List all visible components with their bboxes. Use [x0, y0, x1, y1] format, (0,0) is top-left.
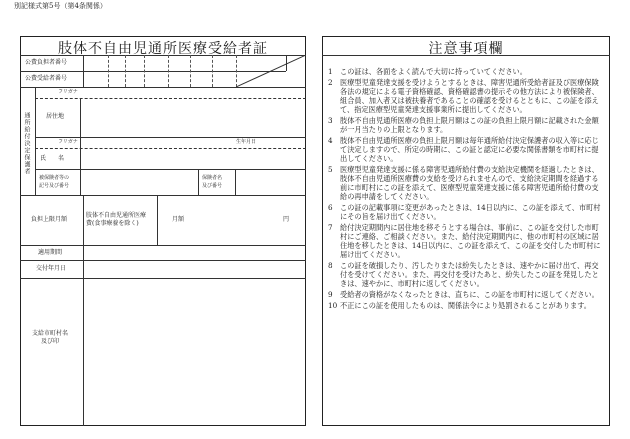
note-item	[328, 301, 604, 310]
fee-label-line1: 肢体不自由児通所医療	[86, 212, 147, 219]
divider	[83, 245, 84, 426]
name-label: 氏 名	[40, 155, 65, 162]
divider	[235, 169, 236, 195]
note-text: 肢体不自由児通所医療の負担上限月額は毎年通所給付決定保護者の収入等に応じて決定しますので、所定の時期に、この証と認定に必要な関係書類を市町村に提出してください。	[340, 136, 599, 163]
insured-symbol-number-label	[39, 174, 69, 190]
burden-limit-label: 負担上限月額	[31, 216, 68, 223]
form-number-note: 別記様式第5号（第4条関係）	[14, 2, 107, 10]
note-number: 3	[328, 116, 333, 125]
municipality-label-line1: 支給市町村名	[32, 330, 69, 337]
medical-fee-label	[86, 212, 146, 228]
notes-title: 注意事項欄	[428, 41, 504, 57]
notes-list	[328, 67, 604, 312]
yen-label: 円	[283, 216, 290, 223]
municipality-seal-label	[32, 330, 68, 346]
digit-separator	[125, 55, 126, 87]
note-item	[328, 203, 604, 221]
note-item	[328, 290, 604, 299]
note-number: 5	[328, 165, 333, 174]
divider	[20, 278, 306, 279]
note-text: 受給者の資格がなくなったときは、直ちに、この証を市町村に返してください。	[340, 290, 599, 299]
note-text: この証は、各面をよく読んで大切に持っていてください。	[340, 67, 527, 76]
divider	[20, 245, 306, 246]
divider	[198, 169, 199, 195]
note-item	[328, 261, 604, 288]
note-item	[328, 116, 604, 134]
insured-label-line1: 被保険者等の	[39, 175, 70, 181]
note-text: 医療型児童発達支援を受けようとするときは、障害児通所受給者証及び医療保険各法の規定による電子資格確認、資格確認書の提示その他方法により被保険者、組合員、加入者又は被扶養者であることの確認を受けるとともに、この証を添えて、指定医療型児童発達支援事業所に提出してください。	[340, 78, 599, 114]
note-text: 肢体不自由児通所医療の負担上限月額はこの証の負担上限月額に記載された金額が一月当たりの上限となります。	[340, 116, 599, 134]
fee-label-line2: 費(食事療養を除く)	[86, 220, 139, 227]
note-number: 1	[328, 67, 333, 76]
digit-separator	[190, 55, 191, 87]
issue-date-label: 交付年月日	[36, 265, 67, 272]
note-item	[328, 223, 604, 259]
digit-separator	[212, 55, 213, 87]
divider	[322, 55, 610, 56]
divider	[83, 55, 84, 87]
divider	[20, 87, 306, 88]
divider	[83, 195, 84, 245]
note-number: 8	[328, 261, 333, 270]
divider	[20, 195, 306, 196]
certificate-title: 肢体不自由児通所医療受給者証	[58, 41, 268, 57]
note-number: 2	[328, 78, 333, 87]
monthly-amount-label: 月額	[172, 216, 185, 223]
digit-separator	[144, 55, 145, 87]
note-number: 10	[328, 301, 338, 310]
insured-label-line2: 記号及び番号	[39, 183, 70, 189]
note-item	[328, 67, 604, 76]
date-of-birth-label: 生年月日	[236, 139, 257, 145]
guardian-side-label: 通所給付決定保護者	[23, 112, 30, 175]
note-text: 不正にこの証を使用したものは、関係法令により処罰されることがあります。	[340, 301, 591, 310]
note-text: 医療型児童発達支援に係る障害児通所給付費の支給決定機関を経過したときは、肢体不自由児通所医療費の支給を受けられませんので、支給決定期間を経過する前に市町村にこの証を添えて、医療型児童発達支援に係る障害児通所給付費の支給の再申請をしてください。	[340, 165, 599, 201]
insurer-name-number-label	[202, 174, 222, 190]
note-item	[328, 165, 604, 201]
digit-separator	[168, 55, 169, 87]
address-label: 居住地	[46, 113, 65, 120]
public-payer-number-label: 公費負担者番号	[25, 59, 68, 66]
note-number: 4	[328, 136, 333, 145]
divider	[35, 87, 36, 195]
furigana-label: フリガナ	[58, 89, 78, 95]
insurer-label-line1: 保険者名	[202, 175, 223, 181]
applicable-period-label: 適用期間	[38, 249, 63, 256]
note-text: この証の記載事項に変更があったときは、14日以内に、この証を添えて、市町村にその旨を届け出てください。	[340, 203, 601, 221]
municipality-label-line2: 及び印	[41, 338, 60, 345]
note-item	[328, 136, 604, 163]
divider	[35, 169, 306, 170]
note-number: 7	[328, 223, 333, 232]
strike-line	[236, 55, 306, 87]
insurer-label-line2: 及び番号	[202, 183, 223, 189]
divider	[35, 148, 306, 149]
note-number: 6	[328, 203, 333, 212]
note-number: 9	[328, 290, 333, 299]
divider	[157, 195, 158, 245]
note-item	[328, 78, 604, 114]
divider	[80, 98, 81, 195]
divider	[20, 260, 306, 261]
divider	[35, 98, 306, 99]
divider	[35, 137, 306, 138]
digit-separator	[108, 55, 109, 87]
recipient-number-label: 公費受給者番号	[25, 75, 68, 82]
note-text: この証を破損したり、汚したりまたは紛失したときは、速やかに届け出て、再交付を受けてください。また、再交付を受けたあと、紛失したこの証を発見したときは、速やかに、市町村に返してください。	[340, 261, 599, 288]
note-text: 給付決定期間内に居住地を移そうとする場合は、事前に、この証を交付した市町村にご連絡、ご相談ください。また、給付決定期間内に、他の市町村の区域に居住地を移したときは、14日以内に、この証を添えて、この証を交付した市町村に届け出てください。	[340, 223, 601, 259]
furigana-label: フリガナ	[58, 139, 78, 145]
